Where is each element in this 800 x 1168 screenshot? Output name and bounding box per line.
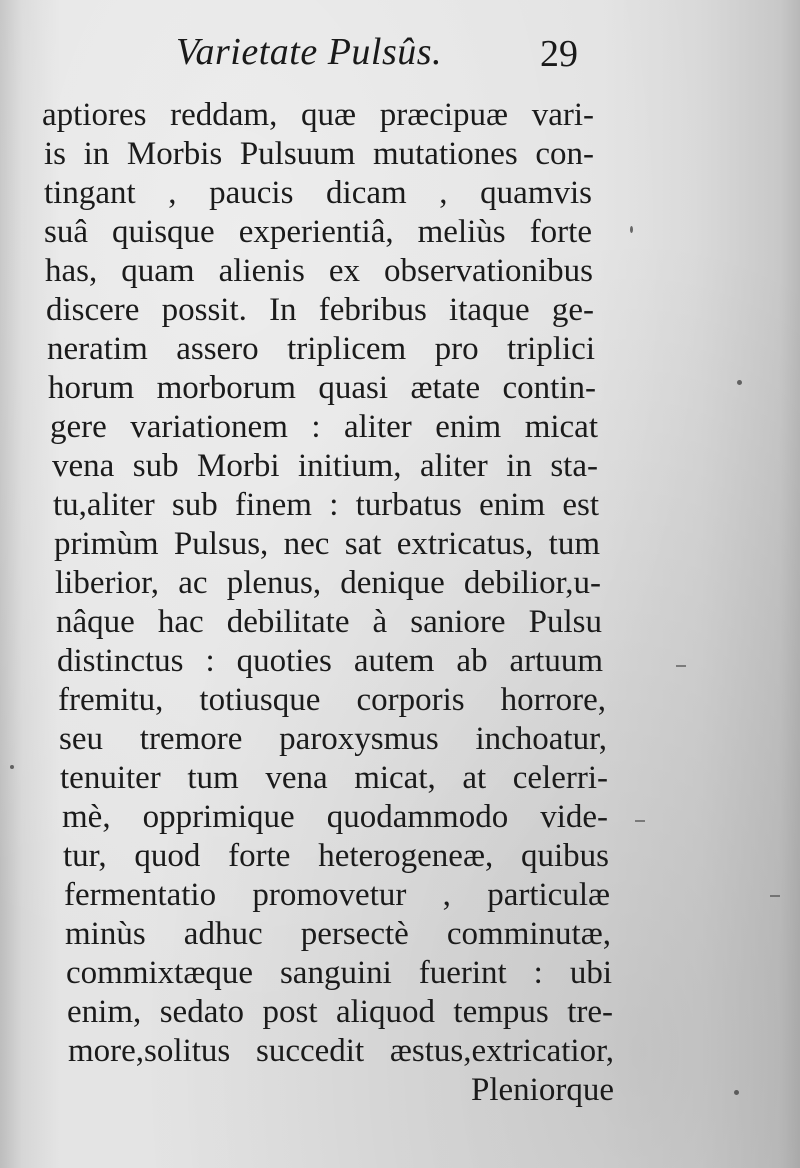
text-line: tu,aliter sub finem : turbatus enim est	[53, 487, 599, 523]
paper-mark	[770, 895, 780, 897]
page-number: 29	[540, 33, 578, 75]
paper-speck	[10, 765, 14, 769]
paper-speck	[737, 380, 742, 385]
text-line: mè, opprimique quodammodo vide-	[62, 799, 608, 835]
text-line: tur, quod forte heterogeneæ, quibus	[63, 838, 609, 874]
text-line: tenuiter tum vena micat, at celerri-	[60, 760, 608, 796]
running-title: Varietate Pulsûs.	[176, 31, 443, 73]
text-line: tingant , paucis dicam , quamvis	[44, 175, 592, 211]
text-line: neratim assero triplicem pro triplici	[47, 331, 595, 367]
text-line: minùs adhuc persectè comminutæ,	[65, 916, 611, 952]
text-line: suâ quisque experientiâ, meliùs forte	[44, 214, 592, 250]
text-line: discere possit. In febribus itaque ge-	[46, 292, 594, 328]
text-line: fremitu, totiusque corporis horrore,	[58, 682, 606, 718]
text-line: has, quam alienis ex observationibus	[45, 253, 593, 289]
text-line: liberior, ac plenus, denique debilior,u-	[55, 565, 601, 601]
paper-speck	[734, 1090, 739, 1095]
text-line: vena sub Morbi initium, aliter in sta-	[52, 448, 598, 484]
paper-mark	[676, 665, 686, 667]
paper-speck	[630, 226, 633, 233]
paper-mark	[635, 820, 645, 822]
text-line: is in Morbis Pulsuum mutationes con-	[44, 136, 594, 172]
text-line: enim, sedato post aliquod tempus tre-	[67, 994, 613, 1030]
catchword: Pleniorque	[471, 1072, 614, 1108]
text-line: distinctus : quoties autem ab artuum	[57, 643, 603, 679]
text-line: fermentatio promovetur , particulæ	[64, 877, 610, 913]
text-line: nâque hac debilitate à saniore Pulsu	[56, 604, 602, 640]
text-line: commixtæque sanguini fuerint : ubi	[66, 955, 612, 991]
page-header	[0, 26, 800, 86]
text-line: primùm Pulsus, nec sat extricatus, tum	[54, 526, 600, 562]
text-line: more,solitus succedit æstus,extricatior,	[68, 1033, 614, 1069]
text-line: gere variationem : aliter enim micat	[50, 409, 598, 445]
text-line: aptiores reddam, quæ præcipuæ vari-	[42, 97, 594, 133]
text-line: seu tremore paroxysmus inchoatur,	[59, 721, 607, 757]
text-line: horum morborum quasi ætate contin-	[48, 370, 596, 406]
